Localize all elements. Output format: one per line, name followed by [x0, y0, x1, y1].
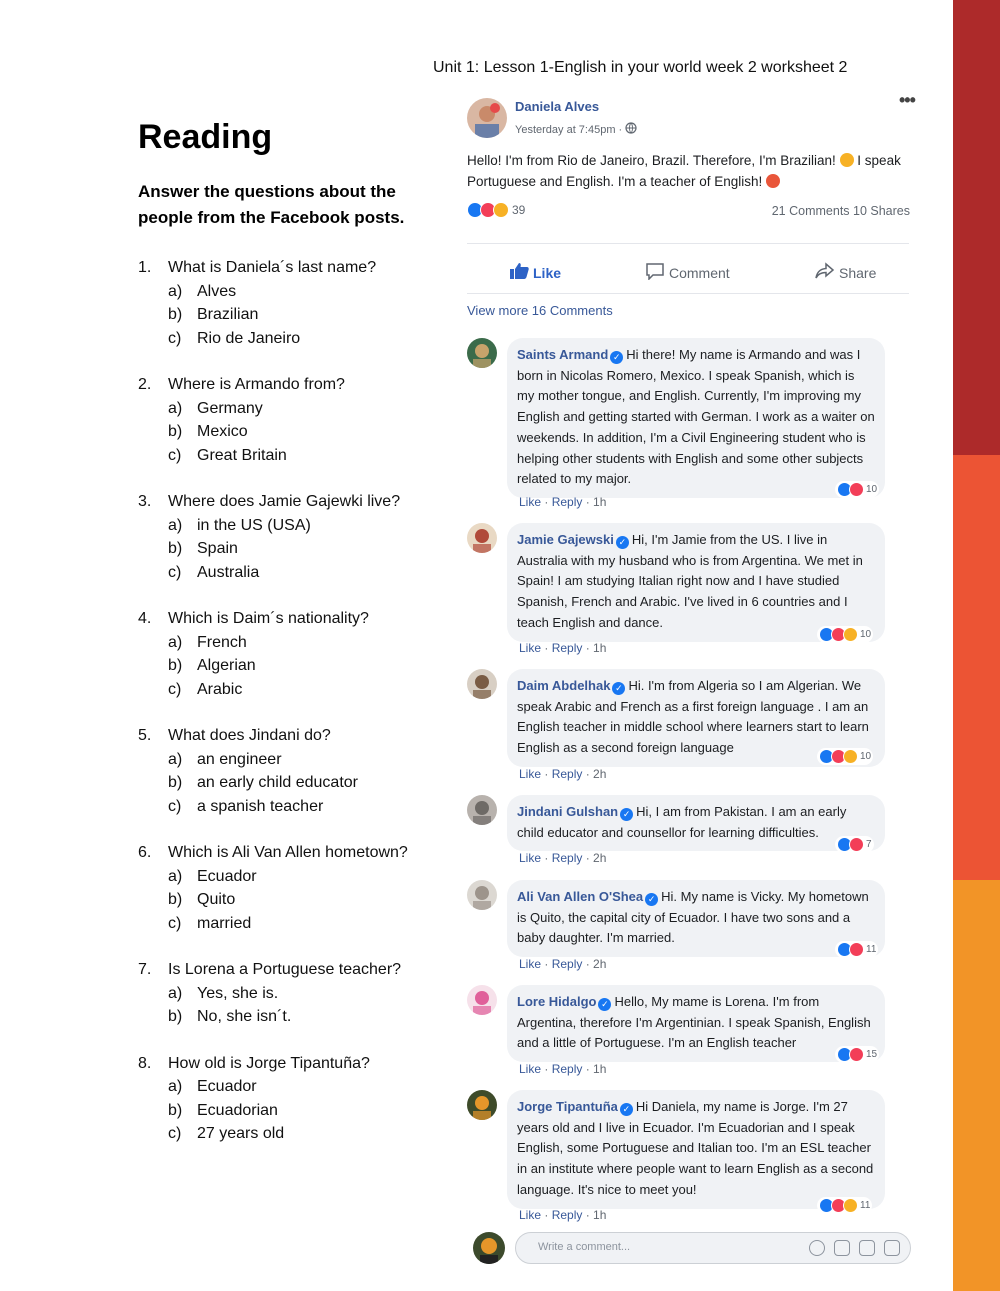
answer-option[interactable] — [138, 514, 438, 538]
camera-icon[interactable] — [834, 1240, 850, 1256]
separator-dot: · — [582, 1062, 594, 1076]
comment-text: Hello, My mame is Lorena. I'm from Argentina, therefore I'm Argentinian. I speak Spanish, English and a little of Portuguese. I'm an English teacher — [517, 994, 871, 1051]
option-text: Yes, she is. — [197, 984, 279, 1002]
commenter-avatar[interactable] — [467, 880, 497, 910]
comment-reaction-count: 11 — [860, 1200, 871, 1211]
post-time[interactable]: Yesterday at 7:45pm · — [515, 123, 623, 136]
post-text-2: I speak Portuguese and English. I'm a teacher of English! — [467, 153, 901, 189]
stripe-dark-red — [953, 0, 1000, 455]
emoji-icon[interactable] — [809, 1240, 825, 1256]
comment-like-link[interactable]: Like — [519, 1062, 542, 1076]
option-letter: b) — [168, 306, 183, 323]
comment-reactions[interactable] — [835, 1046, 879, 1063]
worksheet-title: Reading — [138, 118, 273, 156]
option-text: an engineer — [197, 750, 282, 768]
option-text: Rio de Janeiro — [197, 329, 301, 347]
comment-reply-link[interactable]: Reply — [551, 1062, 583, 1076]
answer-option[interactable] — [138, 537, 438, 561]
globe-icon — [625, 122, 637, 137]
verified-badge-icon: ✓ — [598, 998, 611, 1011]
option-text: 27 years old — [197, 1125, 285, 1142]
write-comment-placeholder: Write a comment... — [538, 1241, 631, 1253]
option-letter: c) — [168, 680, 182, 698]
love-reaction-icon — [849, 482, 864, 497]
comment-reply-link[interactable]: Reply — [551, 767, 583, 781]
commenter-avatar[interactable] — [467, 1090, 497, 1120]
question-item — [138, 490, 438, 584]
question-number: 7. — [138, 961, 152, 978]
option-letter: a) — [168, 516, 183, 534]
current-user-avatar — [473, 1232, 505, 1264]
option-text: Australia — [197, 563, 260, 581]
like-button[interactable] — [509, 262, 561, 283]
comment-reply-link[interactable]: Reply — [551, 495, 583, 509]
option-letter: a) — [168, 867, 183, 885]
option-letter: a) — [168, 282, 183, 300]
answer-option[interactable] — [138, 795, 438, 819]
separator-dot: · — [541, 495, 552, 509]
answer-option[interactable] — [138, 420, 438, 444]
option-text: Ecuador — [197, 1078, 257, 1095]
separator-dot: · — [582, 1208, 594, 1222]
option-text: Mexico — [197, 423, 248, 440]
post-author-avatar[interactable] — [467, 98, 507, 138]
verified-badge-icon: ✓ — [616, 536, 629, 549]
post-stats[interactable]: 21 Comments 10 Shares — [771, 204, 910, 218]
question-number: 1. — [138, 259, 152, 276]
question-item — [138, 256, 438, 350]
answer-option[interactable] — [138, 303, 438, 327]
grinning-emoji-icon — [766, 174, 780, 188]
option-text: French — [197, 633, 247, 651]
thumbs-up-icon — [509, 262, 529, 283]
commenter-avatar[interactable] — [467, 523, 497, 553]
comment-actions — [519, 1062, 606, 1076]
separator-dot: · — [541, 767, 552, 781]
commenter-name[interactable]: Jamie Gajewski — [517, 532, 614, 547]
comment-text: Hi, I'm Jamie from the US. I live in Australia with my husband who is from Argentina. We met in Spain! I am studying Italian right now and I have studied Spanish, French and Arabic. I've lived in 6 countries and I teach English and dance. — [517, 532, 863, 630]
answer-option[interactable] — [138, 888, 438, 912]
option-text: Algerian — [197, 657, 256, 674]
option-letter: b) — [168, 423, 183, 440]
comment-bubble — [507, 338, 885, 498]
separator-dot: · — [582, 851, 594, 865]
question-list — [138, 256, 438, 1169]
question-text: Which is Daim´s nationality? — [168, 610, 369, 627]
wow-reaction-icon — [493, 202, 509, 218]
reaction-count: 39 — [512, 203, 526, 217]
separator-dot: · — [582, 957, 594, 971]
comment-label: Comment — [669, 264, 730, 281]
verified-badge-icon: ✓ — [645, 893, 658, 906]
option-letter: b) — [168, 1101, 183, 1119]
love-reaction-icon — [849, 837, 864, 852]
comment-actions — [519, 767, 606, 781]
option-text: Ecuador — [197, 867, 257, 885]
answer-option[interactable] — [138, 444, 438, 468]
divider — [467, 293, 909, 294]
question-item — [138, 373, 438, 467]
option-text: a spanish teacher — [197, 797, 324, 815]
comment-like-link[interactable]: Like — [519, 851, 542, 865]
more-options-icon[interactable]: ••• — [899, 90, 915, 110]
option-letter: c) — [168, 797, 182, 815]
question-number: 6. — [138, 844, 152, 861]
comment-text: Hi, I am from Pakistan. I am an early child educator and counsellor for learning difficulties. — [517, 804, 847, 840]
comment-time[interactable]: 1h — [593, 1208, 607, 1222]
option-letter: c) — [168, 329, 182, 347]
commenter-name[interactable]: Lore Hidalgo — [517, 994, 597, 1009]
answer-option[interactable] — [138, 280, 438, 304]
comment-reaction-count: 15 — [866, 1049, 878, 1060]
comment-reply-link[interactable]: Reply — [551, 957, 583, 971]
option-letter: a) — [168, 633, 183, 651]
answer-option[interactable] — [138, 327, 438, 351]
question-number: 8. — [138, 1054, 152, 1072]
facebook-post — [453, 90, 923, 1290]
answer-option[interactable] — [138, 912, 438, 936]
question-item — [138, 841, 438, 935]
stripe-orange-red — [953, 455, 1000, 880]
comment-reactions[interactable] — [817, 626, 873, 643]
stripe-orange — [953, 880, 1000, 1291]
comment-like-link[interactable]: Like — [519, 495, 542, 509]
comment-bubble — [507, 1090, 885, 1209]
option-text: Germany — [197, 399, 263, 417]
commenter-avatar[interactable] — [467, 795, 497, 825]
sticker-icon[interactable] — [884, 1240, 900, 1256]
comment-reaction-count: 10 — [866, 484, 878, 495]
option-text: No, she isn´t. — [197, 1008, 292, 1025]
question-text: Where does Jamie Gajewki live? — [168, 493, 401, 510]
comment-reaction-count: 7 — [866, 839, 872, 850]
option-text: Ecuadorian — [197, 1101, 278, 1119]
divider — [467, 243, 909, 244]
option-text: Alves — [197, 282, 237, 300]
option-letter: c) — [168, 446, 182, 464]
question-item — [138, 607, 438, 701]
comment-reaction-count: 10 — [860, 751, 872, 762]
post-reactions[interactable] — [467, 202, 525, 218]
answer-option[interactable] — [138, 1005, 438, 1029]
option-letter: a) — [168, 750, 183, 768]
comment-reaction-count: 10 — [860, 629, 872, 640]
option-text: in the US (USA) — [197, 516, 311, 534]
comment-actions — [519, 851, 606, 865]
question-text: How old is Jorge Tipantuña? — [168, 1054, 370, 1072]
separator-dot: · — [582, 767, 594, 781]
comment-time[interactable]: 1h — [593, 641, 607, 655]
write-comment-input[interactable] — [515, 1232, 911, 1264]
comment-text: Hi. My name is Vicky. My hometown is Quito, the capital city of Ecuador. I have two sons and a baby daughter. I'm married. — [517, 889, 869, 946]
comment-time[interactable]: 2h — [593, 957, 607, 971]
share-icon — [815, 262, 835, 283]
comment-actions — [519, 1208, 606, 1222]
option-letter: b) — [168, 1008, 183, 1025]
option-text: married — [197, 914, 252, 932]
answer-option[interactable] — [138, 561, 438, 585]
comment-bubble — [507, 880, 885, 957]
question-number: 4. — [138, 610, 152, 627]
answer-option[interactable] — [138, 678, 438, 702]
question-text: What does Jindani do? — [168, 727, 331, 744]
post-author-name[interactable]: Daniela Alves — [515, 99, 600, 114]
comment-reply-link[interactable]: Reply — [551, 851, 583, 865]
comment-reactions[interactable] — [835, 836, 874, 853]
separator-dot: · — [541, 957, 552, 971]
answer-option[interactable] — [138, 1099, 438, 1123]
question-number: 3. — [138, 493, 152, 510]
answer-option[interactable] — [138, 654, 438, 678]
post-text-1: Hello! I'm from Rio de Janeiro, Brazil. Therefore, I'm Brazilian! — [467, 153, 840, 168]
comment-reactions[interactable] — [835, 481, 879, 498]
option-letter: b) — [168, 657, 183, 674]
answer-option[interactable] — [138, 1075, 438, 1099]
comment-like-link[interactable]: Like — [519, 957, 542, 971]
commenter-name[interactable]: Jindani Gulshan — [517, 804, 619, 819]
option-letter: c) — [168, 1125, 182, 1142]
comment-reactions[interactable] — [835, 941, 878, 958]
commenter-name[interactable]: Jorge Tipantuña — [517, 1099, 618, 1114]
comment-actions — [519, 495, 606, 509]
view-more-comments-link[interactable]: View more 16 Comments — [467, 303, 613, 318]
wow-reaction-icon — [843, 627, 858, 642]
post-meta — [515, 122, 637, 137]
option-letter: a) — [168, 399, 183, 417]
comment-tools — [809, 1240, 900, 1256]
answer-option[interactable] — [138, 982, 438, 1006]
option-letter: c) — [168, 914, 182, 932]
question-item — [138, 1052, 438, 1146]
separator-dot: · — [541, 851, 552, 865]
comment-like-link[interactable]: Like — [519, 767, 542, 781]
like-label: Like — [533, 264, 562, 281]
commenter-name[interactable]: Ali Van Allen O'Shea — [517, 889, 644, 904]
question-item — [138, 724, 438, 818]
comment-icon — [645, 262, 665, 283]
wow-reaction-icon — [843, 1198, 858, 1213]
comment-actions — [519, 641, 606, 655]
share-label: Share — [839, 264, 877, 281]
question-text: Which is Ali Van Allen hometown? — [168, 844, 408, 861]
answer-option[interactable] — [138, 1122, 438, 1146]
comment-text: Hi there! My name is Armando and was I born in Nicolas Romero, Mexico. I speak Spanish, which is my mother tongue, and English. Currently, I'm improving my English and getting started with German. I work as a waiter on weekends. In addition, I'm a Civil Engineering student who is helping other students with English and some other subjects related to my major. — [517, 347, 875, 487]
separator-dot: · — [541, 1208, 552, 1222]
comment-time[interactable]: 2h — [593, 851, 607, 865]
comment-reactions[interactable] — [817, 748, 873, 765]
comment-reply-link[interactable]: Reply — [551, 1208, 583, 1222]
commenter-avatar[interactable] — [467, 985, 497, 1015]
question-text: Is Lorena a Portuguese teacher? — [168, 961, 402, 978]
comment-reactions[interactable] — [817, 1197, 872, 1214]
verified-badge-icon: ✓ — [612, 682, 625, 695]
answer-option[interactable] — [138, 771, 438, 795]
comment-actions — [519, 957, 606, 971]
commenter-name[interactable]: Saints Armand — [517, 347, 609, 362]
comment-time[interactable]: 1h — [593, 1062, 607, 1076]
winking-tongue-emoji-icon — [840, 153, 854, 167]
comment-bubble — [507, 985, 885, 1062]
option-letter: a) — [168, 1078, 183, 1095]
comment-reply-link[interactable]: Reply — [551, 641, 583, 655]
question-item — [138, 958, 438, 1029]
option-text: Arabic — [197, 680, 243, 698]
gif-icon[interactable] — [859, 1240, 875, 1256]
love-reaction-icon — [849, 1047, 864, 1062]
comment-text: Hi. I'm from Algeria so I am Algerian. We speak Arabic and French as a first foreign language . I am an English teacher in middle school where learners start to learn English as a second foreign language — [517, 678, 869, 756]
separator-dot: · — [541, 1062, 552, 1076]
love-reaction-icon — [849, 942, 864, 957]
commenter-avatar[interactable] — [467, 669, 497, 699]
option-text: Quito — [197, 891, 236, 908]
answer-option[interactable] — [138, 631, 438, 655]
comment-time[interactable]: 2h — [593, 767, 607, 781]
question-text: Where is Armando from? — [168, 376, 345, 393]
comment-reaction-count: 11 — [866, 944, 877, 955]
worksheet-header: Unit 1: Lesson 1-English in your world week 2 worksheet 2 — [433, 59, 848, 76]
option-letter: b) — [168, 540, 183, 557]
question-number: 5. — [138, 727, 152, 744]
option-text: Great Britain — [197, 446, 287, 464]
commenter-name[interactable]: Daim Abdelhak — [517, 678, 611, 693]
comment-text: Hi Daniela, my name is Jorge. I'm 27 years old and I live in Ecuador. I'm Ecuadorian and I speak English, some Portuguese and Italian too. I'm an ESL teacher in an institute where people want to learn English as a second language. It's nice to meet you! — [517, 1099, 874, 1197]
verified-badge-icon: ✓ — [620, 808, 633, 821]
question-text: What is Daniela´s last name? — [168, 259, 377, 276]
worksheet-instructions: Answer the questions about the people from the Facebook posts. — [138, 182, 405, 227]
share-button[interactable] — [815, 262, 876, 283]
answer-option[interactable] — [138, 865, 438, 889]
option-letter: a) — [168, 984, 183, 1002]
separator-dot: · — [582, 641, 594, 655]
wow-reaction-icon — [843, 749, 858, 764]
comment-bubble — [507, 795, 885, 851]
comment-like-link[interactable]: Like — [519, 641, 542, 655]
comment-bubble — [507, 523, 885, 642]
option-text: an early child educator — [197, 774, 358, 791]
question-number: 2. — [138, 376, 152, 393]
verified-badge-icon: ✓ — [610, 351, 623, 364]
separator-dot: · — [582, 495, 594, 509]
separator-dot: · — [541, 641, 552, 655]
post-body — [467, 150, 907, 192]
option-letter: b) — [168, 891, 183, 908]
commenter-avatar[interactable] — [467, 338, 497, 368]
comment-like-link[interactable]: Like — [519, 1208, 542, 1222]
option-letter: c) — [168, 563, 182, 581]
verified-badge-icon: ✓ — [620, 1103, 633, 1116]
option-letter: b) — [168, 774, 183, 791]
comment-time[interactable]: 1h — [593, 495, 607, 509]
comment-button[interactable] — [645, 262, 730, 283]
option-text: Brazilian — [197, 306, 259, 323]
option-text: Spain — [197, 540, 238, 557]
answer-option[interactable] — [138, 397, 438, 421]
answer-option[interactable] — [138, 748, 438, 772]
